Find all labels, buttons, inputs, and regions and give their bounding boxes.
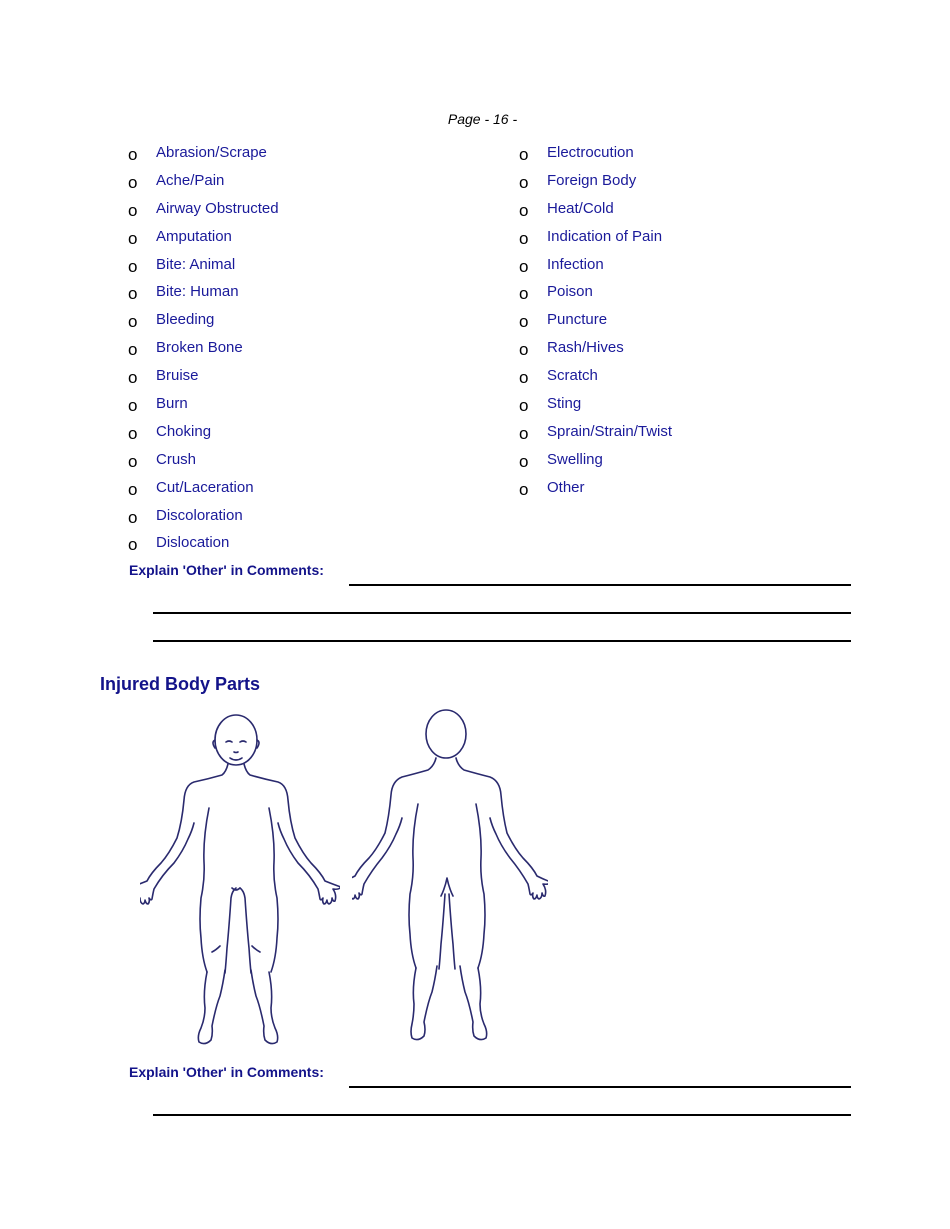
option-bullet[interactable]: o xyxy=(519,228,529,248)
option-bullet[interactable]: o xyxy=(128,284,138,304)
injury-option[interactable] xyxy=(128,532,279,560)
option-label: Burn xyxy=(156,395,188,413)
option-label: Bite: Animal xyxy=(156,255,236,273)
body-parts-comment-line-2[interactable] xyxy=(153,1114,851,1116)
option-label: Cut/Laceration xyxy=(156,478,254,496)
injury-option[interactable] xyxy=(128,309,279,337)
option-label: Electrocution xyxy=(547,144,634,161)
injury-option[interactable] xyxy=(128,505,279,533)
option-bullet[interactable]: o xyxy=(519,479,529,499)
option-bullet[interactable]: o xyxy=(519,423,529,443)
option-label: Airway Obstructed xyxy=(156,199,279,217)
body-parts-comment-line-1[interactable] xyxy=(349,1086,851,1088)
option-bullet[interactable]: o xyxy=(519,340,529,360)
injury-option[interactable] xyxy=(519,449,672,477)
option-label: Infection xyxy=(547,255,604,273)
injury-option[interactable] xyxy=(128,142,279,170)
injury-option[interactable] xyxy=(128,281,279,309)
option-bullet[interactable]: o xyxy=(519,396,529,416)
injury-type-comment-line-3[interactable] xyxy=(153,640,851,642)
option-label: Ache/Pain xyxy=(156,171,225,189)
option-bullet[interactable]: o xyxy=(519,312,529,332)
option-label: Sting xyxy=(547,395,582,413)
page-number: Page - 16 - xyxy=(447,111,518,127)
option-bullet[interactable]: o xyxy=(128,312,138,332)
option-bullet[interactable]: o xyxy=(128,396,138,416)
option-label: Sprain/Strain/Twist xyxy=(547,422,673,440)
option-label: Rash/Hives xyxy=(547,339,624,357)
body-front-figure[interactable] xyxy=(140,712,340,1048)
injury-option[interactable] xyxy=(519,309,672,337)
injury-option[interactable] xyxy=(519,281,672,309)
option-label: Discoloration xyxy=(156,506,243,524)
option-label: Other xyxy=(547,478,585,496)
injury-option[interactable] xyxy=(519,142,672,170)
option-label: Choking xyxy=(156,422,212,440)
injury-option[interactable] xyxy=(519,170,672,198)
injury-option[interactable] xyxy=(519,337,672,365)
injury-option[interactable] xyxy=(128,393,279,421)
option-bullet[interactable]: o xyxy=(128,172,138,192)
injury-type-comment-line-1[interactable] xyxy=(349,584,851,586)
option-label: Scratch xyxy=(547,367,598,385)
option-bullet[interactable]: o xyxy=(128,535,138,555)
front-head xyxy=(215,715,257,765)
option-bullet[interactable]: o xyxy=(128,423,138,443)
injury-option[interactable] xyxy=(128,365,279,393)
injury-type-list-left xyxy=(128,142,279,560)
option-bullet[interactable]: o xyxy=(519,256,529,276)
option-bullet[interactable]: o xyxy=(128,507,138,527)
injury-option[interactable] xyxy=(519,254,672,282)
option-bullet[interactable]: o xyxy=(519,284,529,304)
injured-body-parts-title: Injured Body Parts xyxy=(100,674,261,694)
option-bullet[interactable]: o xyxy=(128,340,138,360)
injury-option[interactable] xyxy=(128,477,279,505)
option-bullet[interactable]: o xyxy=(128,145,138,164)
injury-option[interactable] xyxy=(519,421,672,449)
option-bullet[interactable]: o xyxy=(519,172,529,192)
option-label: Crush xyxy=(156,450,197,468)
option-bullet[interactable]: o xyxy=(128,200,138,220)
option-bullet[interactable]: o xyxy=(128,256,138,276)
injury-option[interactable] xyxy=(128,170,279,198)
option-label: Dislocation xyxy=(156,534,230,552)
injury-option[interactable] xyxy=(128,337,279,365)
injury-option[interactable] xyxy=(128,226,279,254)
option-bullet[interactable]: o xyxy=(519,200,529,220)
option-label: Puncture xyxy=(547,311,608,329)
injury-option[interactable] xyxy=(519,393,672,421)
body-back-figure[interactable] xyxy=(352,708,548,1048)
option-bullet[interactable]: o xyxy=(519,368,529,388)
option-label: Poison xyxy=(547,283,593,301)
option-label: Foreign Body xyxy=(547,171,637,189)
back-head xyxy=(426,710,466,758)
option-bullet[interactable]: o xyxy=(128,451,138,471)
option-label: Abrasion/Scrape xyxy=(156,144,267,161)
option-bullet[interactable]: o xyxy=(519,451,529,471)
injury-type-comment-line-2[interactable] xyxy=(153,612,851,614)
injury-option[interactable] xyxy=(519,477,672,505)
injury-option[interactable] xyxy=(128,421,279,449)
injury-option[interactable] xyxy=(519,226,672,254)
option-bullet[interactable]: o xyxy=(519,145,529,164)
option-label: Swelling xyxy=(547,450,603,468)
body-parts-explain-label: Explain 'Other' in Comments: xyxy=(129,1064,324,1080)
injury-type-list-right xyxy=(519,142,672,505)
injury-type-explain-label: Explain 'Other' in Comments: xyxy=(129,562,324,578)
option-label: Heat/Cold xyxy=(547,199,614,217)
option-label: Indication of Pain xyxy=(547,227,663,245)
option-label: Amputation xyxy=(156,227,232,245)
option-bullet[interactable]: o xyxy=(128,368,138,388)
injury-option[interactable] xyxy=(519,365,672,393)
option-bullet[interactable]: o xyxy=(128,479,138,499)
option-label: Broken Bone xyxy=(156,339,243,357)
option-label: Bruise xyxy=(156,367,199,385)
option-bullet[interactable]: o xyxy=(128,228,138,248)
injury-option[interactable] xyxy=(519,198,672,226)
injury-option[interactable] xyxy=(128,198,279,226)
option-label: Bleeding xyxy=(156,311,215,329)
option-label: Bite: Human xyxy=(156,283,239,301)
injury-option[interactable] xyxy=(128,449,279,477)
injury-option[interactable] xyxy=(128,254,279,282)
